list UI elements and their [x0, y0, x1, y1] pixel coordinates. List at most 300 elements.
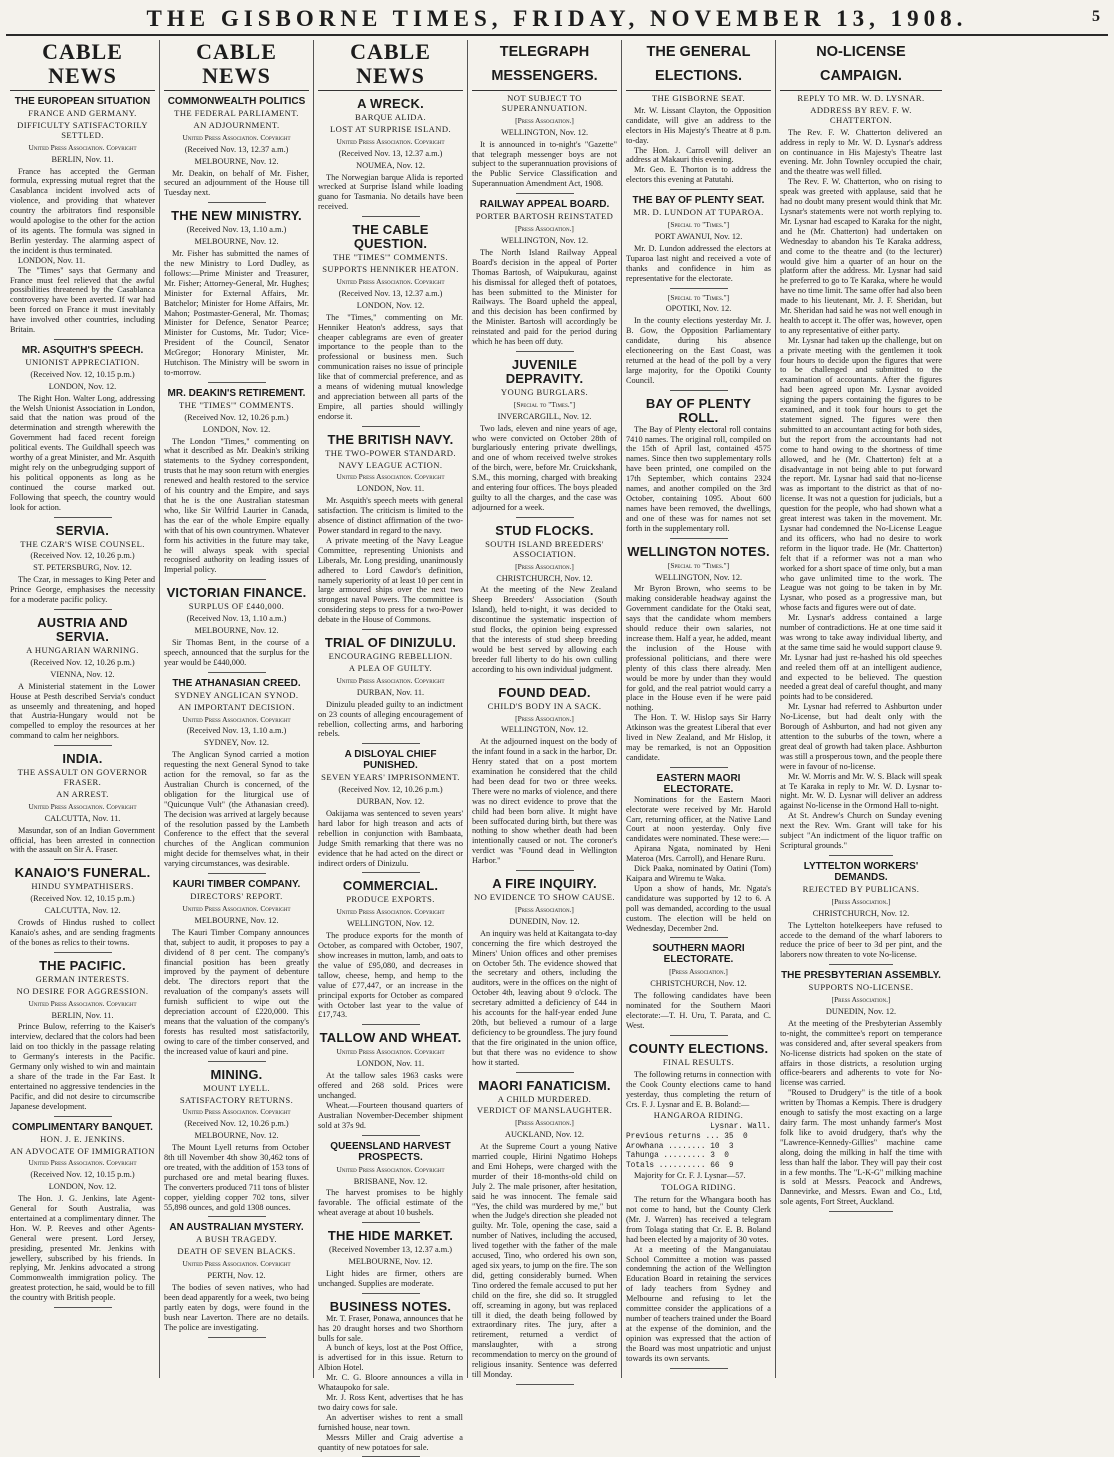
paragraph: An advertiser wishes to rent a small furnished house, near town. [318, 1412, 463, 1432]
table-title: TOLOGA RIDING. [661, 1182, 736, 1193]
article [472, 199, 617, 347]
subhead: AN ADJOURNMENT. [193, 119, 280, 130]
column-head: TELEGRAPH MESSENGERS. [472, 40, 617, 91]
paragraph: "Roused to Drudgery" is the title of a book written by Thomas a Kempis. There is drudgery enough to satisfy the most exacting on a large dairy farm. The most unhandy farmer's Most folk like to avoid drudgery, that's why the "Lawrence-Kennedy-Gillies" machine came along, doing the milking in half the time with less than half the labor. They will pay their cost in a few months. The "L-K-G" milking machine is sold at Messrs. Peacock and Andrews, Dannevirke, and Messrs. Ewan and Co., Ltd, sole agents, Fort Street, Auckland. [780, 1088, 942, 1207]
paragraph: At the adjourned inquest on the body of the infant found in a sack in the harbor, Dr. Henry stated that on a post mortem examination he considered that the child had been dead for two or three weeks. There were no marks of violence, and there was no direct evidence to prove that the child had been born alive. It might have been suffocated during birth, but there was nothing to show whether death had been intentionally caused or not. The coroner's verdict was "Found dead in Wellington Harbor." [472, 737, 617, 866]
divider-rule [670, 189, 728, 190]
divider-rule [362, 743, 420, 744]
paragraph: Mr. Deakin, on behalf of Mr. Fisher, secured an adjournment of the House till Tuesday next. [164, 168, 309, 198]
subhead: THE GISBORNE SEAT. [651, 93, 746, 103]
subhead: ADDRESS BY REV. F. W. CHATTERTON. [810, 104, 912, 125]
dateline: PORT AWANUI, Nov. 12. [654, 231, 743, 241]
column-head: THE GENERAL ELECTIONS. [626, 40, 771, 91]
article [318, 749, 463, 868]
column-head: NO-LICENSE CAMPAIGN. [780, 40, 942, 91]
table-row: Arowhana ........ 10 3 [626, 1142, 734, 1151]
paragraph: Messrs Miller and Craig advertise a quantity of new potatoes for sale. [318, 1432, 463, 1452]
article [626, 94, 771, 185]
subhead: BARQUE ALIDA. [354, 112, 427, 122]
headline: THE BAY OF PLENTY SEAT. [632, 195, 765, 207]
press-credit: [Press Association.] [515, 561, 574, 571]
article [472, 1079, 617, 1380]
table-row: Totals .......... 66 9 [626, 1161, 734, 1170]
article [318, 223, 463, 422]
divider-rule [670, 767, 728, 768]
dateline: PERTH, Nov. 12. [207, 1271, 266, 1281]
dateline: ST. PETERSBURG, Nov. 12. [33, 563, 132, 573]
dateline: LONDON, Nov. 11. [356, 1059, 425, 1069]
press-credit: United Press Association. Copyright [336, 907, 445, 917]
received-line: (Received Nov. 12, 10.26 p.m.) [30, 551, 135, 561]
divider-rule [362, 1222, 420, 1223]
paragraph: Two lads, eleven and nine years of age, who were convicted on October 28th of burglariously entering private dwellings, and one of whom received twelve strokes of the birch, were, before Mr. Cruickshank, S.M., this morning, charged with breaking and entering four offices. The boys pleaded guilty to all the charges, and the case was adjourned for a week. [472, 423, 617, 512]
subhead: SOUTH ISLAND BREEDERS' ASSOCIATION. [485, 538, 604, 559]
article [780, 94, 942, 851]
subhead: REJECTED BY PUBLICANS. [802, 883, 920, 894]
dateline: LONDON, Nov. 12. [356, 300, 425, 310]
article [164, 388, 309, 575]
paragraph: The Hon. J. G. Jenkins, late Agent-General for South Australia, was entertained at a complimentary dinner. The Hon. W. P. Reeves and other Agents-General were present. Lord Jersey, presiding, presented Mr. Jenkins with jewellery, subscribed by his friends. In replying, Mr. Jenkins advocated a strong Commonwealth immigration policy. The greatest protection, he said, would be to fill the country with British people. [10, 1194, 155, 1303]
paragraph: The Bay of Plenty electoral roll contains 7410 names. The original roll, compiled on the 15th of April last, contained 4575 names. Since then two supplementary rolls have been printed, one compiled on the 17th September, which contains 2324 names, and another compiled on the 3rd October, containing 1095. About 600 names have been removed, the dwellings, and one of these was for names not set forth in the supplementary roll. [626, 424, 771, 533]
paragraph: The following returns in connection with the Cook County elections came to hand yesterday, thus completing the return of Crs. F. J. Lysnar and E. B. Boland:— [626, 1069, 771, 1109]
subhead: THE "TIMES'" COMMENTS. [178, 399, 294, 410]
paragraph: Mr. J. Ross Kent, advertises that he has two dairy cows for sale. [318, 1393, 463, 1412]
paragraph: Mr. Lysnar had taken up the challenge, but on a private meeting with the gentlemen it took four hours to decide upon the figures that were to be challenged and submitted to the examination of accountants. After the figures had been agreed upon Mr. Lysnar avoided signing the papers containing the figures to be examined, and it took four hours to get the statement signed. The figures were then submitted to an accountant acting for both sides, but the report from the accountants had not come to hand owing to the shortness of time allowed, and he (Mr. Chatterton) felt at a disadvantage in not being able to put forward the report. Mr. Lysnar had said that no-license was as important to the district as that of no-license. It was not a question for judicials, but a question for the people, who had shown what a great interest was taken in the movement. Mr. Lysnar had condemned the No-License League and its officers, who had no desire to work reform in the liquor trade. He (Mr. Chatterton) felt that if a reformer was not a man who worked for a short space of time only, but a man who gave unlimited time to the work. The League was not going to be taken in by Mr. Lysnar, who posed as a progressive man, but whose facts and figures were out of date. [780, 335, 942, 613]
press-credit: [Special to "Times."] [667, 560, 730, 570]
headline: A FIRE INQUIRY. [492, 876, 597, 892]
press-credit: United Press Association. Copyright [336, 675, 445, 685]
paragraph: The Lyttelton hotelkeepers have refused to accede to the demand of the wharf laborers to reduce the price of beer to 3d per pint, and the laborers now threaten to vote No-license. [780, 920, 942, 960]
press-credit: United Press Association. Copyright [28, 142, 137, 152]
divider-rule [829, 964, 894, 965]
subhead: SYDNEY ANGLICAN SYNOD. [174, 689, 299, 700]
paragraph: Apirana Ngata, nominated by Heni Materoa (Mrs. Carroll), and Henare Ruru. [626, 844, 771, 864]
paragraph: It is announced in to-night's "Gazette" that telegraph messenger boys are not subject to the superannuation provisions of the Public Service Classification and Superannuation Amendment Act, 1908. [472, 139, 617, 189]
press-credit: United Press Association. Copyright [182, 1107, 291, 1117]
article [10, 345, 155, 513]
article [10, 96, 155, 335]
received-line: (Received Nov. 13, 12.37 a.m.) [338, 148, 443, 158]
dateline: MELBOURNE, Nov. 12. [194, 237, 279, 247]
press-credit: [Press Association.] [669, 967, 728, 977]
divider-rule [670, 1035, 728, 1036]
dateline: NOUMEA, Nov. 12. [356, 160, 425, 170]
headline: WELLINGTON NOTES. [627, 543, 770, 559]
dateline: MELBOURNE, Nov. 12. [348, 1257, 433, 1267]
dateline: VIENNA, Nov. 12. [50, 669, 115, 679]
divider-rule [829, 1211, 894, 1212]
received-line: (Received Nov. 12, 10.26 p.m.) [184, 1119, 289, 1129]
dateline: CHRISTCHURCH, Nov. 12. [496, 573, 593, 583]
dateline: BERLIN, Nov. 11. [51, 1010, 114, 1020]
article [164, 96, 309, 198]
paragraph: The produce exports for the month of October, as compared with October, 1907, show increases in mutton, lamb, and oats to the value of £95,080, and decreases in tallow, cheese, hemp, and hemp to the value of £77,447, or an increase in the principal exports for October as compared with October last year to the value of £17,743. [318, 931, 463, 1020]
paragraph: Upon a show of hands, Mr. Ngata's candidature was supported by 12 to 6. A poll was demanded, according to the usual custom. The election will be held on Wednesday, December 2nd. [626, 883, 771, 933]
subhead: LOST AT SURPRISE ISLAND. [329, 123, 452, 134]
article [318, 1031, 463, 1130]
received-line: (Received Nov. 12, 10.15 p.m.) [30, 369, 135, 379]
dateline: LONDON, Nov. 12. [48, 1182, 117, 1192]
subhead: PRODUCE EXPORTS. [346, 894, 435, 905]
divider-rule [516, 351, 574, 352]
paragraph: The return for the Whangara booth has not come to hand, but the County Clerk (Mr. J. Warren) has received a telegram from Tolaga stating that Cr. E. B. Boland had been elected by a majority of 30 votes. [626, 1195, 771, 1244]
headline: THE BRITISH NAVY. [327, 431, 454, 447]
divider-rule [208, 1216, 266, 1217]
subhead: A BUSH TRAGEDY. [196, 1234, 277, 1245]
subhead: AN ARREST. [56, 788, 109, 799]
press-credit: United Press Association. Copyright [182, 1259, 291, 1269]
dateline: LONDON, Nov. 12. [202, 424, 271, 434]
paragraph: Mr. C. G. Bloore announces a villa in Whataupoko for sale. [318, 1373, 463, 1393]
press-credit: United Press Association. Copyright [182, 132, 291, 142]
headline: COMMONWEALTH POLITICS [167, 96, 306, 107]
press-credit: United Press Association. Copyright [28, 801, 137, 811]
received-line: (Received November 13, 12.37 a.m.) [328, 1245, 453, 1255]
paragraph: Light hides are firmer, others are unchanged. Supplies are moderate. [318, 1268, 463, 1288]
paragraph: The Right Hon. Walter Long, addressing the Welsh Unionist Association in London, said that the nation was proud of the determination and strength wherewith the Government had faced recent foreign political events. The Guildhall speech was worthy of a great Minister, and Mr. Asquith might rely on the unbegrudging support of his political opponents as long as he continued the course marked out. Following that speech, the country would look for action. [10, 393, 155, 512]
paragraph: At St. Andrew's Church on Sunday evening next the Rev. Wm. Grant will take for his subject "An indictment of the liquor traffic on Scriptural grounds." [780, 811, 942, 850]
dateline: DUNEDIN, Nov. 12. [509, 916, 580, 926]
subhead: THE "TIMES'" COMMENTS. [332, 252, 448, 263]
divider-rule [670, 538, 728, 539]
headline: A DISLOYAL CHIEF PUNISHED. [344, 749, 437, 772]
dateline: WELLINGTON, Nov. 12. [654, 572, 743, 582]
headline: LYTTELTON WORKERS' DEMANDS. [803, 860, 919, 883]
article [626, 293, 771, 386]
paragraph: The harvest promises to be highly favorable. The official estimate of the wheat average at about 10 bushels. [318, 1188, 463, 1218]
column-4 [468, 40, 622, 1378]
paragraph: The Hon. J. Carroll will deliver an address at Makauri this evening. [626, 145, 771, 165]
subhead: THE TWO-POWER STANDARD. [325, 447, 456, 458]
subhead: A HUNGARIAN WARNING. [26, 644, 139, 655]
received-line: (Received Nov. 12, 10.26 p.m.) [184, 412, 289, 422]
article [10, 1122, 155, 1304]
headline: STUD FLOCKS. [495, 522, 594, 538]
dateline: CALCUTTA, Nov. 12. [44, 906, 121, 916]
subhead: MR. D. LUNDON AT TUPAROA. [633, 207, 764, 218]
column-2 [160, 40, 314, 1378]
dateline: DUNEDIN, Nov. 12. [825, 1007, 897, 1017]
divider-rule [54, 339, 112, 340]
article [318, 433, 463, 625]
paragraph: A private meeting of the Navy League Committee, representing Unionists and Liberals, Mr. Long presiding, unanimously adhered to Lord Cawdor's definition, namely superiority of at least 10 per cent in large armoured ships over the next two strongest naval Powers. The committee is considering steps to press for a two-Power debate in the House of Commons. [318, 535, 463, 625]
article [318, 1300, 463, 1453]
divider-rule [829, 855, 894, 856]
press-credit: [Special to "Times."] [667, 220, 730, 230]
paragraph: At the tallow sales 1963 casks were offered and 268 sold. Prices were unchanged. [318, 1071, 463, 1100]
column-6 [776, 40, 946, 1378]
divider-rule [54, 1116, 112, 1117]
subhead: AN IMPORTANT DECISION. [178, 701, 295, 712]
divider-rule [516, 870, 574, 871]
article [164, 586, 309, 667]
table-note: Majority for Cr. F. J. Lysnar—57. [634, 1171, 746, 1181]
press-credit: [Press Association.] [515, 1118, 574, 1128]
paragraph: Mr. Lysnar's address contained a large number of contradictions. He at one time said it was wrong to take away individual liberty, and at the same time said he would support clause 9. Mr. Lysnar had just re-hashed his old speeches and reeled them off at an intelligent audience, and expected to be believed. The question needed a great deal of careful thought, and many points had to be considered. [780, 613, 942, 702]
press-credit: United Press Association. Copyright [336, 276, 445, 286]
paragraph: A Ministerial statement in the Lower House at Pesth described Servia's conduct as unseemly and threatening, and hoped that Austria-Hungary would not be compelled to employ the resources at her command to calm her neighbors. [10, 681, 155, 741]
subhead: THE ASSAULT ON GOVERNOR FRASER. [17, 767, 148, 788]
press-credit: [Press Association.] [515, 224, 574, 234]
article [10, 616, 155, 741]
headline: AUSTRIA AND SERVIA. [37, 614, 128, 644]
subhead: NOT SUBJECT TO SUPERANNUATION. [501, 93, 588, 113]
subhead: CHILD'S BODY IN A SACK. [487, 700, 602, 711]
subhead: GERMAN INTERESTS. [35, 973, 130, 984]
paragraph: Masundar, son of an Indian Government official, has been arrested in connection with the assault on Sir A. Fraser. [10, 825, 155, 855]
article [164, 1068, 309, 1213]
article [780, 970, 942, 1207]
paragraph: The Czar, in messages to King Peter and Prince George, emphasises the necessity for a moderate pacific policy. [10, 575, 155, 605]
headline: VICTORIAN FINANCE. [166, 585, 307, 601]
divider-rule [516, 517, 574, 518]
article [164, 1222, 309, 1332]
paragraph: Mr. Asquith's speech meets with general satisfaction. The criticism is limited to the absence of distinct affirmation of the two-Power standard in regard to the navy. [318, 496, 463, 535]
paragraph: The "Times" says that Germany and France must feel relieved that the awful possibilities threatened by the Casablanca controversy have been averted. If war had been forced on France it must inevitably have involved other countries, including Britain. [10, 265, 155, 335]
article [318, 636, 463, 739]
divider-rule [208, 1337, 266, 1338]
subhead: FRANCE AND GERMANY. [28, 108, 137, 118]
subhead: HINDU SYMPATHISERS. [31, 881, 134, 892]
divider-rule [516, 193, 574, 194]
divider-rule [516, 679, 574, 680]
press-credit: United Press Association. Copyright [336, 136, 445, 146]
paragraph: Oakijama was sentenced to seven years' hard labor for high treason and acts of rebellion in conjunction with Bambaata, Judge Smith remarking that there was no evidence that he had acted on the direct or indirect orders of Dinizulu. [318, 809, 463, 868]
press-credit: United Press Association. Copyright [28, 1158, 137, 1168]
article [626, 195, 771, 283]
press-credit: [Press Association.] [515, 115, 574, 125]
press-credit: United Press Association. Copyright [336, 1047, 445, 1057]
divider-rule [362, 1135, 420, 1136]
paragraph: At a meeting of the Manganuiatau School Committee a motion was passed condemning the action of the Wellington Education Board in retaining the services of lady teachers from Sydney and Melbourne and refusing to let the committee consider the applications of a number of teachers trained under the Board at the expense of the dominion, and the opinion was expressed that the action of the Board was most unpatriotic and unjust towards its own servants. [626, 1244, 771, 1363]
subhead: SUPPORTS HENNIKER HEATON. [322, 264, 459, 275]
subhead: A PLEA OF GUILTY. [348, 662, 433, 673]
paragraph: LONDON, Nov. 11. [18, 255, 86, 265]
paragraph: Wheat.—Fourteen thousand quarters of Australian November-December shipment sold at 37s 9d. [318, 1100, 463, 1130]
dateline: WELLINGTON, Nov. 12. [500, 235, 589, 245]
divider-rule [362, 629, 420, 630]
divider-rule [670, 390, 728, 391]
subhead: ENCOURAGING REBELLION. [328, 651, 453, 662]
paragraph: Mr. Fisher has submitted the names of the new Ministry to Lord Dudley, as follows:—Prime Minister and Treasurer, Mr. Fisher; Attorney-General, Mr. Hughes; Minister for External Affairs, Mr. Batchelor; Minister for Home Affairs, Mr. Mahon; Postmaster-General, Mr. Thomas; Minister for Defence, Senator Pearce; Minister for Customs, Mr. Tudor; Vice-President of the Council, Senator McGregor; Honorary Minister, Mr. Hutchison. The Ministry will be sworn in to-morrow. [164, 249, 309, 377]
divider-rule [208, 202, 266, 203]
paragraph: The Rev. F. W. Chatterton delivered an address in reply to Mr. W. D. Lysnar's address on continuance in His Majesty's Theatre last evening. Mr. John Townley occupied the chair, and the theatre was well filled. [780, 127, 942, 177]
paragraph: Mr. T. Fraser, Ponawa, announces that he has 20 draught horses and two Shorthorn bulls for sale. [318, 1313, 463, 1343]
column-5 [622, 40, 776, 1378]
paragraph: Mr Byron Brown, who seems to be making considerable headway against the Government candidate for the Otaki seat, says that the candidate whom members should reduce their own salaries, not increase them. Half a year, he added, meant the inclusion of the House with professional politicians, and there were plenty of this class there already. Men would be more by under than they would for gold, and the real patriot would carry a place in the House even if he were paid nothing. [626, 584, 771, 713]
headline: KAURI TIMBER COMPANY. [172, 879, 301, 891]
headline: THE PACIFIC. [39, 957, 126, 973]
subhead: SUPPORTS NO-LICENSE. [808, 982, 914, 993]
paragraph: At the meeting of the New Zealand Sheep Breeders' Association (South Island), held to-night, it was decided to discontinue the systematic inspection of stud flocks, the opinion being expressed that the interests of stud sheep breeding would be best served by allowing each breeder full liberty to do his own culling according to his own individual judgment. [472, 585, 617, 674]
dateline: MELBOURNE, Nov. 12. [194, 156, 279, 166]
paragraph: The London "Times," commenting on what it described as Mr. Deakin's striking statements to the Sydney correspondent, trusts that he may soon return with energies renewed and health restored to the service of his country and the Empire, and says that he is the one Australian statesman who, like Sir Wilfrid Laurier in Canada, has the ear of the whole Empire equally with that of his own countrymen. Whatever form his activities in the future may take, he will always speak with special recognised authority on leading issues of Imperial policy. [164, 436, 309, 575]
headline: THE CABLE QUESTION. [352, 222, 429, 252]
subhead: HON. J. E. JENKINS. [40, 1133, 125, 1144]
press-credit: [Press Association.] [515, 905, 574, 914]
article [164, 209, 309, 378]
article [318, 879, 463, 1020]
subhead: AN ADVOCATE OF IMMIGRATION [10, 1145, 155, 1156]
masthead-title: THE GISBORNE TIMES, FRIDAY, NOVEMBER 13, 1908. [146, 6, 968, 31]
dateline: AUCKLAND, Nov. 12. [505, 1130, 584, 1140]
article [318, 97, 463, 212]
paragraph: The "Times," commenting on Mr. Henniker Heaton's address, says that cheaper cablegrams are even of greater importance to the people than to the professional or business men. Such communication raises no issue of principle like that of commercial preference, and as a means of widening mutual knowledge and appreciation between all parts of the Empire, all parties should willingly endorse it. [318, 312, 463, 421]
dateline: CALCUTTA, Nov. 11. [44, 813, 121, 823]
headline: TRIAL OF DINIZULU. [324, 635, 457, 651]
subhead: THE CZAR'S WISE COUNSEL. [20, 538, 145, 549]
article [318, 1141, 463, 1219]
divider-rule [54, 1307, 112, 1308]
paragraph: Mr. Geo. E. Thorton is to address the electors this evening at Patutahi. [626, 165, 771, 185]
article [10, 866, 155, 947]
headline: TALLOW AND WHEAT. [319, 1030, 462, 1046]
dateline: LONDON, Nov. 11. [356, 484, 425, 494]
paragraph: Mr. W. Lissant Clayton, the Opposition candidate, will give an address to the electors in His Majesty's Theatre at 8 p.m. to-day. [626, 105, 771, 145]
paragraph: France has accepted the German formula, expressing mutual regret that the Casablanca incident involved acts of violence, and providing that whatever country the arbitrators find responsible would apologise to the other for the action of its agents. The formula was signed in Berlin yesterday. The alarming aspect of the incident is thus terminated. [10, 166, 155, 255]
table-row: Previous returns ... 35 0 [626, 1132, 748, 1141]
paragraph: Crowds of Hindus rushed to collect Kanaio's ashes, and are sending fragments of the bones as relics to their towns. [10, 918, 155, 947]
headline: KANAIO'S FUNERAL. [14, 865, 151, 881]
paragraph: The Hon. T. W. Hislop says Sir Harry Atkinson was the greatest Liberal that ever lived in New Zealand, and Mr Hislop, it may be remarked, is not an Opposition candidate. [626, 713, 771, 762]
headline: AN AUSTRALIAN MYSTERY. [169, 1222, 304, 1234]
subhead: DEATH OF SEVEN BLACKS. [177, 1246, 296, 1257]
divider-rule [54, 859, 112, 860]
received-line: (Received Nov. 13, 12.37 a.m.) [338, 288, 443, 298]
divider-rule [208, 579, 266, 580]
divider-rule [670, 937, 728, 938]
press-credit: [Special to "Times."] [513, 399, 576, 409]
article [472, 524, 617, 675]
paragraph: The Norwegian barque Alida is reported wrecked at Surprise Island while loading guano for Tasmania. No details have been received. [318, 172, 463, 212]
headline: SOUTHERN MAORI ELECTORATE. [652, 943, 745, 966]
paragraph: A bunch of keys, lost at the Post Office, is advertised for in this issue. Return to Albion Hotel. [318, 1343, 463, 1373]
headline: THE EUROPEAN SITUATION [14, 96, 151, 107]
received-line: (Received Nov. 13, 1.10 a.m.) [186, 614, 287, 624]
dateline: BERLIN, Nov. 11. [51, 154, 114, 164]
article [10, 524, 155, 605]
dateline: MELBOURNE, Nov. 12. [194, 1131, 279, 1141]
article [164, 879, 309, 1057]
divider-rule [362, 216, 420, 217]
divider-rule [208, 382, 266, 383]
received-line: (Received Nov. 13, 12.37 a.m.) [184, 144, 289, 154]
headline: BUSINESS NOTES. [329, 1298, 452, 1314]
press-credit: United Press Association. Copyright [336, 1164, 445, 1174]
paragraph: An inquiry was held at Kaitangata to-day concerning the fire which destroyed the Miners' Union offices and other premises on October 5th. The evidence showed that the secretary and others, including the auditors, were in the offices on the night of October 4th, leaving about 9 o'clock. The secretary admitted a deficiency of £44 in his accounts for the half-year ended June 20th, but believed a rumour of a large deficiency to be groundless. The jury found that the fire originated in the union office, but that there was no evidence to show how it started. [472, 928, 617, 1067]
dateline: OPOTIKI, Nov. 12. [665, 304, 732, 314]
article [780, 861, 942, 960]
divider-rule [362, 1293, 420, 1294]
paragraph: Sir Thomas Bent, in the course of a speech, announced that the surplus for the year would be £440,000. [164, 637, 309, 667]
subhead: DIFFICULTY SATISFACTORILY SETTLED. [17, 119, 148, 140]
press-credit: [Press Association.] [515, 713, 574, 723]
paragraph: Mr. W. Morris and Mr. W. S. Black will speak at Te Karaka in reply to Mr. W. D. Lysnar to-night. Mr. W. D. Lysnar will deliver an address against No-license in the Ormond Hall to-night. [780, 771, 942, 811]
divider-rule [670, 1368, 728, 1369]
dateline: CHRISTCHURCH, Nov. 12. [650, 979, 747, 989]
dateline: SYDNEY, Nov. 12. [204, 738, 269, 748]
subhead: A CHILD MURDERED. [497, 1093, 592, 1104]
paragraph: The bodies of seven natives, who had been dead apparently for a week, two being partly eaten by dogs, were found in the bush near Laverton. There are no details. The police are investigating. [164, 1283, 309, 1332]
headline: INDIA. [62, 751, 103, 767]
press-credit: [Press Association.] [831, 896, 891, 906]
page-number: 5 [1092, 8, 1100, 25]
headline: COMPLIMENTARY BANQUET. [12, 1121, 153, 1133]
column-head: CABLE NEWS [318, 40, 463, 91]
paragraph: The North Island Railway Appeal Board's decision in the appeal of Porter Thomas Bartosh, of Waipukurau, against his dismissal for alleged theft of potatoes, has been submitted to the Minister for Railways. The Board upheld the appeal, and this decision has been confirmed by the Minister. Bartosh will accordingly be reinstated and paid for the period during which he has been off duty. [472, 247, 617, 347]
subhead: SURPLUS OF £440,000. [188, 601, 285, 612]
headline: JUVENILE DEPRAVITY. [505, 356, 584, 386]
paragraph: Nominations for the Eastern Maori electorate were received by Mr. Harold Carr, returning officer, at the Native Land Court at noon yesterday. Only five candidates were nominated. These were:— [626, 794, 771, 844]
column-head: CABLE NEWS [10, 40, 155, 91]
dateline: BRISBANE, Nov. 12. [353, 1176, 428, 1186]
article [10, 959, 155, 1112]
subhead: DIRECTORS' REPORT. [190, 891, 283, 902]
paragraph: Prince Bulow, referring to the Kaiser's interview, declared that the colors had been laid on too thickly in the passage relating to Germany's interests in the Pacific. Germany only wished to win and maintain a share of the trade in the Far East. It entertained no aggressive tendencies in the Pacific, and did not desire to circumscribe Japanese development. [10, 1022, 155, 1111]
paragraph: The following candidates have been nominated for the Southern Maori electorate:—T. H. Uru, T. Parata, and C. West. [626, 991, 771, 1030]
subhead: REPLY TO MR. W. D. LYSNAR. [797, 93, 925, 103]
headline: MAORI FANATICISM. [478, 1077, 611, 1093]
headline: MR. DEAKIN'S RETIREMENT. [167, 387, 306, 399]
paragraph: In the county elections yesterday Mr. J. B. Gow, the Opposition Parliamentary candidate, during his absence electioneering on the East Coast, was returned at the head of the poll by a very large majority, for the Opotiki County Council. [626, 316, 771, 385]
subhead: YOUNG BURGLARS. [500, 386, 589, 397]
article [626, 773, 771, 934]
paragraph: The Kauri Timber Company announces that, subject to audit, it proposes to pay a dividend of 8 per cent. The company's financial position has been greatly improved by the payment of debenture debt. The directors report that the revaluation of the company's assets will furnish sufficient to wipe out the depreciation account of £220,000. This means that the valuation of the company's forests has resulted most satisfactorily, owing to care of the timber conserved, and the increased value of kauri and pine. [164, 927, 309, 1056]
article [472, 686, 617, 867]
received-line: (Received Nov. 13, 1.10 a.m.) [186, 225, 287, 235]
divider-rule [54, 517, 112, 518]
headline: THE NEW MINISTRY. [171, 208, 302, 224]
headline: THE ATHANASIAN CREED. [172, 677, 301, 689]
divider-rule [208, 672, 266, 673]
headline: COMMERCIAL. [342, 878, 439, 894]
subhead: PORTER BARTOSH REINSTATED [475, 211, 614, 222]
headline: RAILWAY APPEAL BOARD. [479, 199, 610, 211]
divider-rule [362, 872, 420, 873]
article [472, 358, 617, 513]
article [472, 94, 617, 189]
headline: MR. ASQUITH'S SPEECH. [21, 344, 144, 356]
press-credit: [Special to "Times."] [667, 292, 730, 302]
article [626, 397, 771, 534]
divider-rule [362, 426, 420, 427]
press-credit: United Press Association. Copyright [336, 472, 445, 482]
column-3 [314, 39, 468, 1452]
headline: THE PRESBYTERIAN ASSEMBLY. [781, 970, 941, 982]
dateline: CHRISTCHURCH, Nov. 12. [812, 908, 910, 918]
divider-rule [54, 609, 112, 610]
dateline: DURBAN, Nov. 11. [356, 687, 425, 697]
received-line: (Received Nov. 12, 10.15 p.m.) [30, 894, 135, 904]
headline: SERVIA. [55, 522, 110, 538]
masthead [6, 4, 1108, 36]
column-1 [6, 40, 160, 1378]
press-credit: [Press Association.] [831, 995, 891, 1005]
divider-rule [670, 288, 728, 289]
dateline: WELLINGTON, Nov. 12. [500, 725, 589, 735]
headline: BAY OF PLENTY ROLL. [645, 395, 752, 425]
article [626, 1042, 771, 1364]
table-row: Tahunga ......... 3 0 [626, 1152, 729, 1161]
subhead: MOUNT LYELL. [203, 1082, 270, 1093]
subhead: THE FEDERAL PARLIAMENT. [174, 108, 299, 118]
subhead: VERDICT OF MANSLAUGHTER. [476, 1105, 613, 1116]
subhead: SATISFACTORY RETURNS. [179, 1094, 294, 1105]
paragraph: Dinizulu pleaded guilty to an indictment on 23 counts of alleging encouragement of rebellion, collecting arms, and harboring rebels. [318, 699, 463, 739]
headline: QUEENSLAND HARVEST PROSPECTS. [330, 1140, 451, 1163]
press-credit: United Press Association. Copyright [28, 998, 137, 1008]
paragraph: The Anglican Synod carried a motion requesting the next General Synod to take action for the removal, so far as the Australian Church is concerned, of the obligation for the liturgical use of "Quicunque Vult" (the Athanasian creed). The decision was arrived at largely because of the resolution passed by the Lambeth Conference to the effect that the several churches of the Anglican communion might decide for themselves what, in their varying circumstances, was desirable. [164, 750, 309, 869]
